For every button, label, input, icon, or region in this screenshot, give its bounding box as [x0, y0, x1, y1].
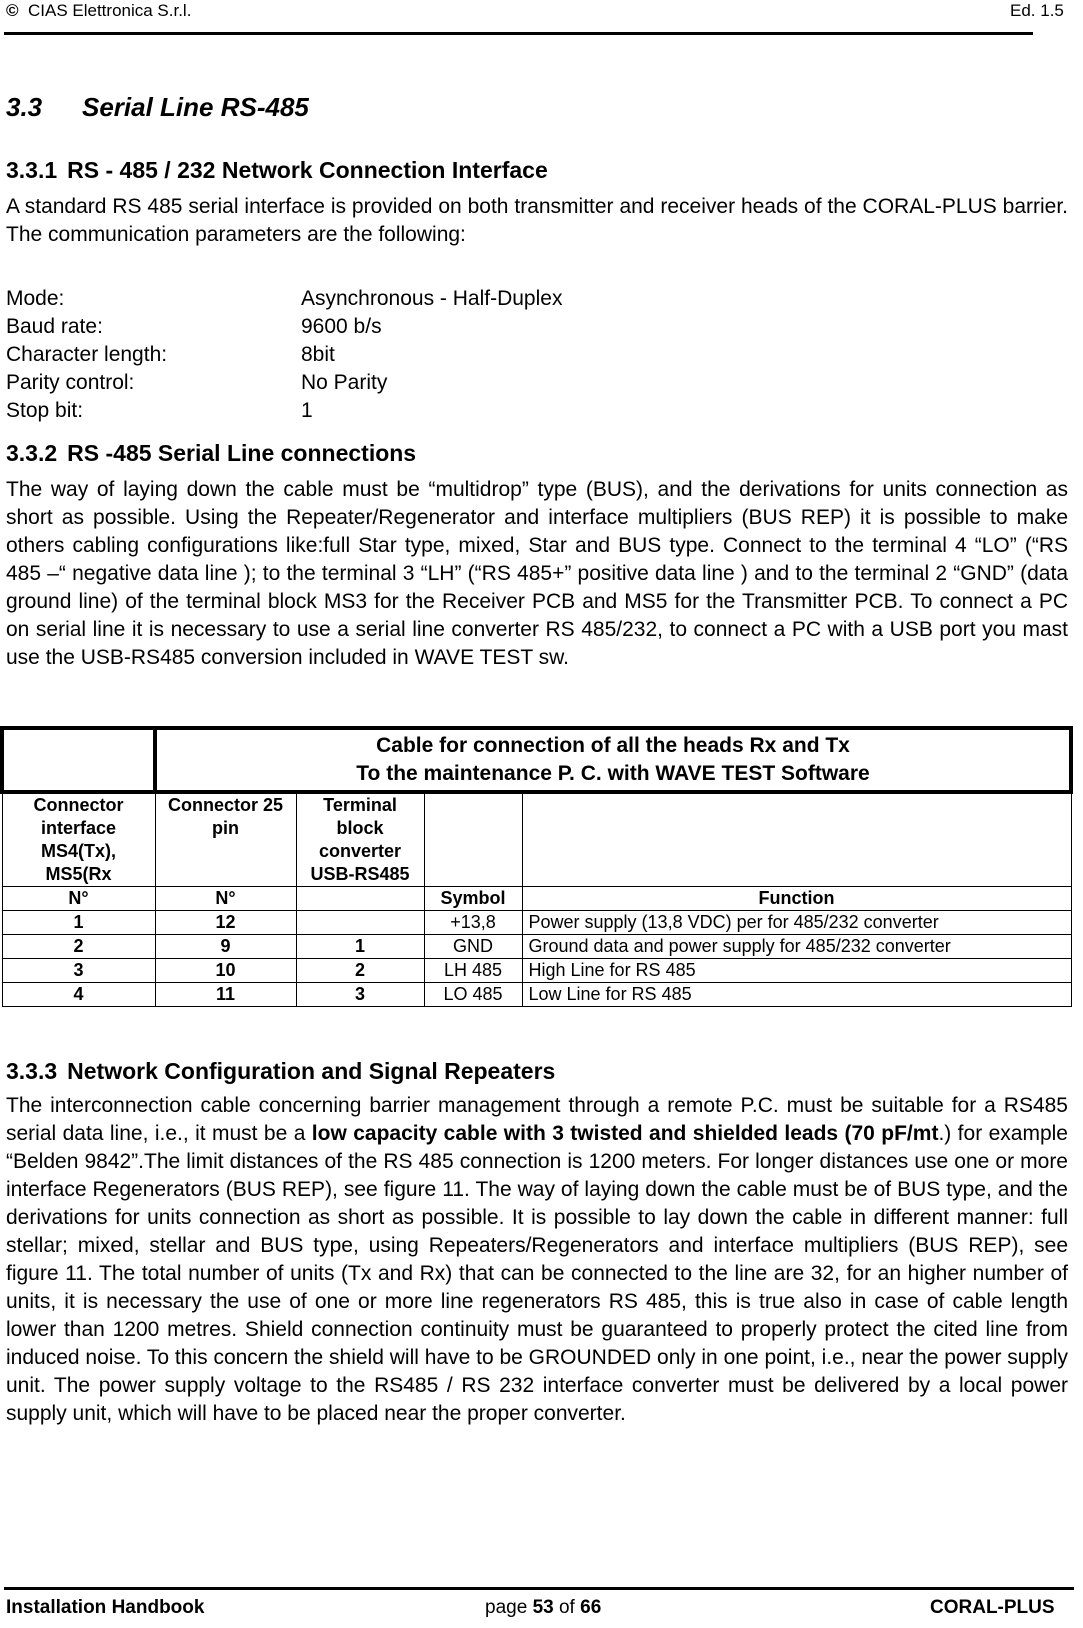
table-cell: Low Line for RS 485 [522, 983, 1071, 1007]
table-subheader-row [2, 887, 1071, 911]
table-title-line2: To the maintenance P. C. with WAVE TEST Software [356, 762, 870, 785]
subsection-title-text: RS - 485 / 232 Network Connection Interface [67, 157, 548, 183]
table-row [2, 983, 1071, 1007]
param-value: Asynchronous - Half-Duplex [301, 287, 563, 310]
param-value: 1 [301, 399, 313, 422]
col-header: Terminal block converter USB-RS485 [296, 792, 424, 887]
cable-connection-table [0, 726, 1073, 1007]
col-header [424, 792, 522, 887]
footer-divider [4, 1587, 1074, 1590]
table-title-line1: Cable for connection of all the heads Rx and Tx [376, 734, 850, 757]
table-cell: 10 [155, 959, 296, 983]
table-cell: 3 [296, 983, 424, 1007]
subsection-number: 3.3.3 [6, 1058, 58, 1084]
table-cell: High Line for RS 485 [522, 959, 1071, 983]
table-cell [296, 911, 424, 935]
subsection-title-331 [6, 157, 548, 184]
table-title [155, 728, 1071, 792]
paragraph-333-body [6, 1092, 1068, 1428]
paragraph-333-part1: The interconnection cable concerning barrier management through a remote P.C. must be suitable for a RS485 serial data line, i.e., it must be a [6, 1094, 1068, 1145]
param-row [6, 369, 562, 397]
table-cell: Power supply (13,8 VDC) per for 485/232 converter [522, 911, 1071, 935]
param-label: Stop bit: [6, 399, 84, 422]
paragraph-331-intro: A standard RS 485 serial interface is provided on both transmitter and receiver heads of the CORAL-PLUS barrier. The communication parameters are the following: [6, 195, 1068, 246]
col-header: Connector 25 pin [155, 792, 296, 887]
table-cell: 2 [2, 935, 155, 959]
param-row [6, 285, 562, 313]
page-prefix: page [485, 1597, 528, 1618]
subsection-title-text: RS -485 Serial Line connections [67, 440, 417, 466]
paragraph-333-part2: .) for example “Belden 9842”.The limit distances of the RS 485 connection is 1200 meters. For longer distances use one or more interface Regenerators (BUS REP), see figure 11. The way of laying down the cable must be of BUS type, and the derivations for units connection as short as possible. It is possible to lay down the cable in different manner: full stellar; mixed, stellar and BUS type, using Repeaters/Regenerators and interface multipliers (BUS REP), see figure 11. The total number of units (Tx and Rx) that can be connected to the line are 32, for an higher number of units, it is necessary the use of one or more line regenerators RS 485, this is true also in case of cable length lower than 1200 metres. Shield connection continuity must be guaranteed to properly protect the cited line from induced noise. To this concern the shield will have to be GROUNDED only in one point, i.e., near the power supply unit. The power supply voltage to the RS485 / RS 232 interface converter must be delivered by a local power supply unit, which will have to be placed near the proper converter. [6, 1122, 1068, 1425]
param-row [6, 397, 562, 425]
table-cell: 3 [2, 959, 155, 983]
subsection-title-text: Network Configuration and Signal Repeaters [67, 1058, 556, 1084]
section-title-text: Serial Line RS-485 [82, 92, 309, 122]
param-label: Mode: [6, 287, 65, 310]
param-value: 8bit [301, 343, 335, 366]
param-label: Character length: [6, 343, 168, 366]
table-cell: LO 485 [424, 983, 522, 1007]
communication-parameters [6, 285, 562, 425]
param-label: Baud rate: [6, 315, 103, 338]
subheader-cell [296, 887, 424, 911]
param-row [6, 313, 562, 341]
table-cell: 4 [2, 983, 155, 1007]
table-cell: +13,8 [424, 911, 522, 935]
table-cell: 11 [155, 983, 296, 1007]
page-header-company [6, 1, 191, 21]
table-cell: 1 [296, 935, 424, 959]
table-row [2, 935, 1071, 959]
table-title-blank [2, 728, 155, 792]
table-cell: Ground data and power supply for 485/232 converter [522, 935, 1071, 959]
table-cell: LH 485 [424, 959, 522, 983]
page-of: of [558, 1597, 575, 1618]
table-cell: 12 [155, 911, 296, 935]
param-value: No Parity [301, 371, 388, 394]
page-indicator [485, 1597, 601, 1619]
footer-product-name: CORAL-PLUS [930, 1597, 1055, 1618]
subheader-cell: Function [522, 887, 1071, 911]
footer-manual-title: Installation Handbook [6, 1597, 205, 1618]
table-title-row [2, 728, 1071, 792]
subsection-title-332 [6, 440, 416, 467]
subheader-cell: N° [155, 887, 296, 911]
page-total: 66 [580, 1597, 602, 1618]
edition-label: Ed. 1.5 [1010, 1, 1064, 20]
col-header [522, 792, 1071, 887]
paragraph-332-body: The way of laying down the cable must be “multidrop” type (BUS), and the derivations for units connection as short as possible. Using the Repeater/Regenerator and interface multipliers (BUS REP) it is possible to make others cabling configurations like:full Star type, mixed, Star and BUS type. Connect to the terminal 4 “LO” (“RS 485 –“ negative data line ); to the terminal 3 “LH” (“RS 485+” positive data line ) and to the terminal 2 “GND” (data ground line) of the terminal block MS3 for the Receiver PCB and MS5 for the Transmitter PCB. To connect a PC on serial line it is necessary to use a serial line converter RS 485/232, to connect a PC with a USB port you mast use the USB-RS485 conversion included in WAVE TEST sw. [6, 478, 1068, 669]
subsection-number: 3.3.1 [6, 157, 58, 183]
paragraph-333-bold: low capacity cable with 3 twisted and shielded leads (70 pF/mt [311, 1122, 939, 1145]
subheader-cell: N° [2, 887, 155, 911]
table-cell: 1 [2, 911, 155, 935]
table-row [2, 911, 1071, 935]
subheader-cell: Symbol [424, 887, 522, 911]
copyright-symbol: © [6, 1, 19, 20]
company-name: CIAS Elettronica S.r.l. [27, 1, 192, 20]
subsection-number: 3.3.2 [6, 440, 58, 466]
section-number: 3.3 [6, 92, 43, 122]
table-row [2, 959, 1071, 983]
param-row [6, 341, 562, 369]
table-header-row [2, 792, 1071, 887]
header-divider [4, 32, 1033, 35]
subsection-title-333 [6, 1058, 555, 1085]
table-cell: 9 [155, 935, 296, 959]
page-number: 53 [532, 1597, 554, 1618]
table-cell: 2 [296, 959, 424, 983]
param-value: 9600 b/s [301, 315, 382, 338]
param-label: Parity control: [6, 371, 135, 394]
section-title [6, 92, 309, 123]
table-cell: GND [424, 935, 522, 959]
col-header: Connector interface MS4(Tx), MS5(Rx [2, 792, 155, 887]
